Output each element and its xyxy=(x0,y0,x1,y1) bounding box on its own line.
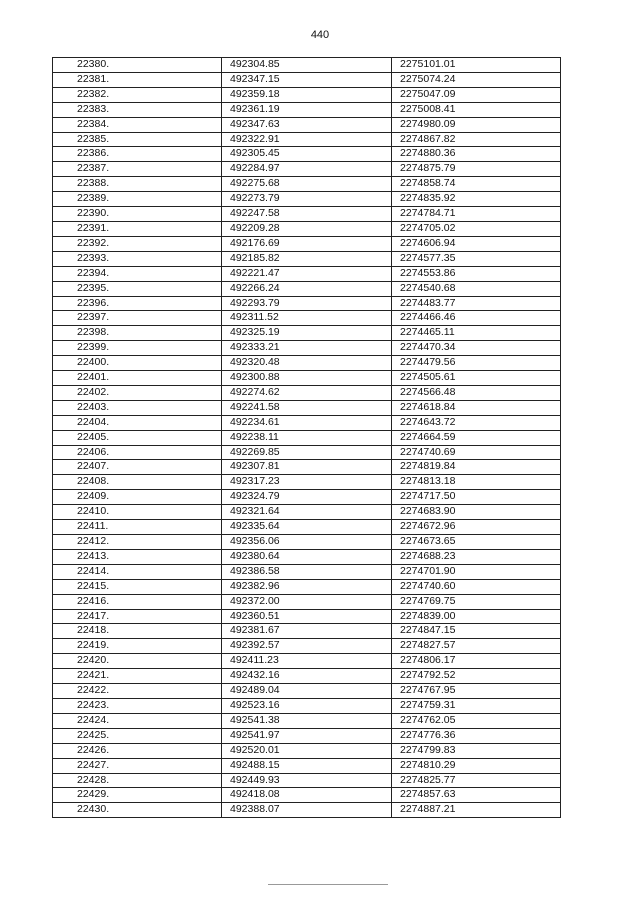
table-row xyxy=(53,177,561,192)
table-row xyxy=(53,162,561,177)
table-row xyxy=(53,803,561,818)
x-coordinate-cell: 492489.04 xyxy=(222,684,392,699)
point-number-cell: 22403. xyxy=(53,400,222,415)
x-coordinate-cell: 492275.68 xyxy=(222,177,392,192)
y-coordinate-cell: 2274759.31 xyxy=(392,698,561,713)
y-coordinate-cell: 2274673.65 xyxy=(392,535,561,550)
x-coordinate-cell: 492273.79 xyxy=(222,192,392,207)
table-row xyxy=(53,147,561,162)
x-coordinate-cell: 492247.58 xyxy=(222,207,392,222)
table-row xyxy=(53,281,561,296)
point-number-cell: 22399. xyxy=(53,341,222,356)
table-row xyxy=(53,221,561,236)
x-coordinate-cell: 492386.58 xyxy=(222,564,392,579)
table-row xyxy=(53,639,561,654)
point-number-cell: 22380. xyxy=(53,58,222,73)
table-row xyxy=(53,475,561,490)
y-coordinate-cell: 2274553.86 xyxy=(392,266,561,281)
y-coordinate-cell: 2274847.15 xyxy=(392,624,561,639)
point-number-cell: 22405. xyxy=(53,430,222,445)
y-coordinate-cell: 2274858.74 xyxy=(392,177,561,192)
table-row xyxy=(53,87,561,102)
point-number-cell: 22407. xyxy=(53,460,222,475)
table-row xyxy=(53,72,561,87)
point-number-cell: 22391. xyxy=(53,221,222,236)
table-row xyxy=(53,117,561,132)
x-coordinate-cell: 492411.23 xyxy=(222,654,392,669)
table-row xyxy=(53,356,561,371)
y-coordinate-cell: 2274867.82 xyxy=(392,132,561,147)
y-coordinate-cell: 2274980.09 xyxy=(392,117,561,132)
point-number-cell: 22416. xyxy=(53,594,222,609)
table-row xyxy=(53,102,561,117)
point-number-cell: 22414. xyxy=(53,564,222,579)
y-coordinate-cell: 2274799.83 xyxy=(392,743,561,758)
y-coordinate-cell: 2275008.41 xyxy=(392,102,561,117)
point-number-cell: 22422. xyxy=(53,684,222,699)
x-coordinate-cell: 492325.19 xyxy=(222,326,392,341)
y-coordinate-cell: 2274740.60 xyxy=(392,579,561,594)
x-coordinate-cell: 492381.67 xyxy=(222,624,392,639)
x-coordinate-cell: 492324.79 xyxy=(222,490,392,505)
y-coordinate-cell: 2274810.29 xyxy=(392,758,561,773)
y-coordinate-cell: 2274827.57 xyxy=(392,639,561,654)
x-coordinate-cell: 492360.51 xyxy=(222,609,392,624)
point-number-cell: 22419. xyxy=(53,639,222,654)
point-number-cell: 22429. xyxy=(53,788,222,803)
point-number-cell: 22430. xyxy=(53,803,222,818)
table-row xyxy=(53,609,561,624)
x-coordinate-cell: 492520.01 xyxy=(222,743,392,758)
x-coordinate-cell: 492269.85 xyxy=(222,445,392,460)
point-number-cell: 22411. xyxy=(53,520,222,535)
point-number-cell: 22418. xyxy=(53,624,222,639)
y-coordinate-cell: 2274483.77 xyxy=(392,296,561,311)
point-number-cell: 22388. xyxy=(53,177,222,192)
page-number: 440 xyxy=(310,29,330,41)
y-coordinate-cell: 2274887.21 xyxy=(392,803,561,818)
x-coordinate-cell: 492359.18 xyxy=(222,87,392,102)
point-number-cell: 22417. xyxy=(53,609,222,624)
y-coordinate-cell: 2275047.09 xyxy=(392,87,561,102)
table-row xyxy=(53,743,561,758)
table-row xyxy=(53,490,561,505)
table-row xyxy=(53,460,561,475)
point-number-cell: 22424. xyxy=(53,713,222,728)
x-coordinate-cell: 492356.06 xyxy=(222,535,392,550)
y-coordinate-cell: 2274740.69 xyxy=(392,445,561,460)
x-coordinate-cell: 492185.82 xyxy=(222,251,392,266)
x-coordinate-cell: 492321.64 xyxy=(222,505,392,520)
y-coordinate-cell: 2274792.52 xyxy=(392,669,561,684)
coordinates-table-body xyxy=(53,58,561,818)
y-coordinate-cell: 2274672.96 xyxy=(392,520,561,535)
table-row xyxy=(53,773,561,788)
x-coordinate-cell: 492304.85 xyxy=(222,58,392,73)
table-row xyxy=(53,684,561,699)
x-coordinate-cell: 492347.63 xyxy=(222,117,392,132)
x-coordinate-cell: 492307.81 xyxy=(222,460,392,475)
table-row xyxy=(53,266,561,281)
x-coordinate-cell: 492347.15 xyxy=(222,72,392,87)
y-coordinate-cell: 2274643.72 xyxy=(392,415,561,430)
y-coordinate-cell: 2274762.05 xyxy=(392,713,561,728)
y-coordinate-cell: 2274688.23 xyxy=(392,549,561,564)
table-row xyxy=(53,505,561,520)
y-coordinate-cell: 2274470.34 xyxy=(392,341,561,356)
table-row xyxy=(53,385,561,400)
table-row xyxy=(53,400,561,415)
point-number-cell: 22393. xyxy=(53,251,222,266)
x-coordinate-cell: 492541.97 xyxy=(222,728,392,743)
y-coordinate-cell: 2274683.90 xyxy=(392,505,561,520)
y-coordinate-cell: 2274465.11 xyxy=(392,326,561,341)
y-coordinate-cell: 2274505.61 xyxy=(392,371,561,386)
table-row xyxy=(53,326,561,341)
y-coordinate-cell: 2274769.75 xyxy=(392,594,561,609)
x-coordinate-cell: 492322.91 xyxy=(222,132,392,147)
x-coordinate-cell: 492317.23 xyxy=(222,475,392,490)
point-number-cell: 22409. xyxy=(53,490,222,505)
x-coordinate-cell: 492274.62 xyxy=(222,385,392,400)
y-coordinate-cell: 2274705.02 xyxy=(392,221,561,236)
table-row xyxy=(53,788,561,803)
point-number-cell: 22395. xyxy=(53,281,222,296)
y-coordinate-cell: 2274618.84 xyxy=(392,400,561,415)
point-number-cell: 22400. xyxy=(53,356,222,371)
x-coordinate-cell: 492523.16 xyxy=(222,698,392,713)
y-coordinate-cell: 2274825.77 xyxy=(392,773,561,788)
table-row xyxy=(53,728,561,743)
point-number-cell: 22401. xyxy=(53,371,222,386)
point-number-cell: 22412. xyxy=(53,535,222,550)
x-coordinate-cell: 492221.47 xyxy=(222,266,392,281)
point-number-cell: 22427. xyxy=(53,758,222,773)
x-coordinate-cell: 492234.61 xyxy=(222,415,392,430)
x-coordinate-cell: 492335.64 xyxy=(222,520,392,535)
table-row xyxy=(53,579,561,594)
point-number-cell: 22423. xyxy=(53,698,222,713)
point-number-cell: 22394. xyxy=(53,266,222,281)
x-coordinate-cell: 492176.69 xyxy=(222,236,392,251)
point-number-cell: 22397. xyxy=(53,311,222,326)
x-coordinate-cell: 492238.11 xyxy=(222,430,392,445)
point-number-cell: 22381. xyxy=(53,72,222,87)
y-coordinate-cell: 2274540.68 xyxy=(392,281,561,296)
table-row xyxy=(53,415,561,430)
y-coordinate-cell: 2275074.24 xyxy=(392,72,561,87)
point-number-cell: 22396. xyxy=(53,296,222,311)
table-row xyxy=(53,549,561,564)
point-number-cell: 22408. xyxy=(53,475,222,490)
y-coordinate-cell: 2274835.92 xyxy=(392,192,561,207)
table-row xyxy=(53,430,561,445)
x-coordinate-cell: 492372.00 xyxy=(222,594,392,609)
y-coordinate-cell: 2274466.46 xyxy=(392,311,561,326)
x-coordinate-cell: 492300.88 xyxy=(222,371,392,386)
x-coordinate-cell: 492541.38 xyxy=(222,713,392,728)
y-coordinate-cell: 2274717.50 xyxy=(392,490,561,505)
point-number-cell: 22425. xyxy=(53,728,222,743)
table-row xyxy=(53,58,561,73)
point-number-cell: 22426. xyxy=(53,743,222,758)
coordinates-table xyxy=(52,57,561,818)
point-number-cell: 22420. xyxy=(53,654,222,669)
point-number-cell: 22390. xyxy=(53,207,222,222)
table-row xyxy=(53,624,561,639)
table-row xyxy=(53,371,561,386)
table-row xyxy=(53,445,561,460)
table-row xyxy=(53,713,561,728)
point-number-cell: 22428. xyxy=(53,773,222,788)
y-coordinate-cell: 2274606.94 xyxy=(392,236,561,251)
x-coordinate-cell: 492305.45 xyxy=(222,147,392,162)
point-number-cell: 22383. xyxy=(53,102,222,117)
y-coordinate-cell: 2274839.00 xyxy=(392,609,561,624)
x-coordinate-cell: 492209.28 xyxy=(222,221,392,236)
y-coordinate-cell: 2274664.59 xyxy=(392,430,561,445)
point-number-cell: 22410. xyxy=(53,505,222,520)
x-coordinate-cell: 492388.07 xyxy=(222,803,392,818)
point-number-cell: 22398. xyxy=(53,326,222,341)
point-number-cell: 22382. xyxy=(53,87,222,102)
table-row xyxy=(53,594,561,609)
y-coordinate-cell: 2274880.36 xyxy=(392,147,561,162)
x-coordinate-cell: 492380.64 xyxy=(222,549,392,564)
y-coordinate-cell: 2274577.35 xyxy=(392,251,561,266)
x-coordinate-cell: 492293.79 xyxy=(222,296,392,311)
x-coordinate-cell: 492488.15 xyxy=(222,758,392,773)
y-coordinate-cell: 2274767.95 xyxy=(392,684,561,699)
point-number-cell: 22389. xyxy=(53,192,222,207)
x-coordinate-cell: 492320.48 xyxy=(222,356,392,371)
point-number-cell: 22415. xyxy=(53,579,222,594)
table-row xyxy=(53,192,561,207)
x-coordinate-cell: 492418.08 xyxy=(222,788,392,803)
y-coordinate-cell: 2274776.36 xyxy=(392,728,561,743)
table-row xyxy=(53,341,561,356)
point-number-cell: 22402. xyxy=(53,385,222,400)
table-row xyxy=(53,520,561,535)
point-number-cell: 22387. xyxy=(53,162,222,177)
y-coordinate-cell: 2274566.48 xyxy=(392,385,561,400)
table-row xyxy=(53,535,561,550)
point-number-cell: 22406. xyxy=(53,445,222,460)
point-number-cell: 22385. xyxy=(53,132,222,147)
y-coordinate-cell: 2274701.90 xyxy=(392,564,561,579)
x-coordinate-cell: 492382.96 xyxy=(222,579,392,594)
table-row xyxy=(53,758,561,773)
x-coordinate-cell: 492266.24 xyxy=(222,281,392,296)
y-coordinate-cell: 2274813.18 xyxy=(392,475,561,490)
point-number-cell: 22392. xyxy=(53,236,222,251)
table-row xyxy=(53,564,561,579)
x-coordinate-cell: 492284.97 xyxy=(222,162,392,177)
table-row xyxy=(53,207,561,222)
point-number-cell: 22384. xyxy=(53,117,222,132)
table-row xyxy=(53,698,561,713)
table-row xyxy=(53,296,561,311)
y-coordinate-cell: 2275101.01 xyxy=(392,58,561,73)
footer-rule xyxy=(268,884,388,885)
table-row xyxy=(53,251,561,266)
x-coordinate-cell: 492311.52 xyxy=(222,311,392,326)
table-row xyxy=(53,669,561,684)
y-coordinate-cell: 2274875.79 xyxy=(392,162,561,177)
x-coordinate-cell: 492361.19 xyxy=(222,102,392,117)
x-coordinate-cell: 492392.57 xyxy=(222,639,392,654)
y-coordinate-cell: 2274857.63 xyxy=(392,788,561,803)
x-coordinate-cell: 492241.58 xyxy=(222,400,392,415)
table-row xyxy=(53,654,561,669)
point-number-cell: 22386. xyxy=(53,147,222,162)
x-coordinate-cell: 492432.16 xyxy=(222,669,392,684)
y-coordinate-cell: 2274784.71 xyxy=(392,207,561,222)
y-coordinate-cell: 2274819.84 xyxy=(392,460,561,475)
y-coordinate-cell: 2274479.56 xyxy=(392,356,561,371)
x-coordinate-cell: 492449.93 xyxy=(222,773,392,788)
x-coordinate-cell: 492333.21 xyxy=(222,341,392,356)
point-number-cell: 22413. xyxy=(53,549,222,564)
y-coordinate-cell: 2274806.17 xyxy=(392,654,561,669)
table-row xyxy=(53,132,561,147)
table-row xyxy=(53,311,561,326)
point-number-cell: 22404. xyxy=(53,415,222,430)
table-row xyxy=(53,236,561,251)
point-number-cell: 22421. xyxy=(53,669,222,684)
